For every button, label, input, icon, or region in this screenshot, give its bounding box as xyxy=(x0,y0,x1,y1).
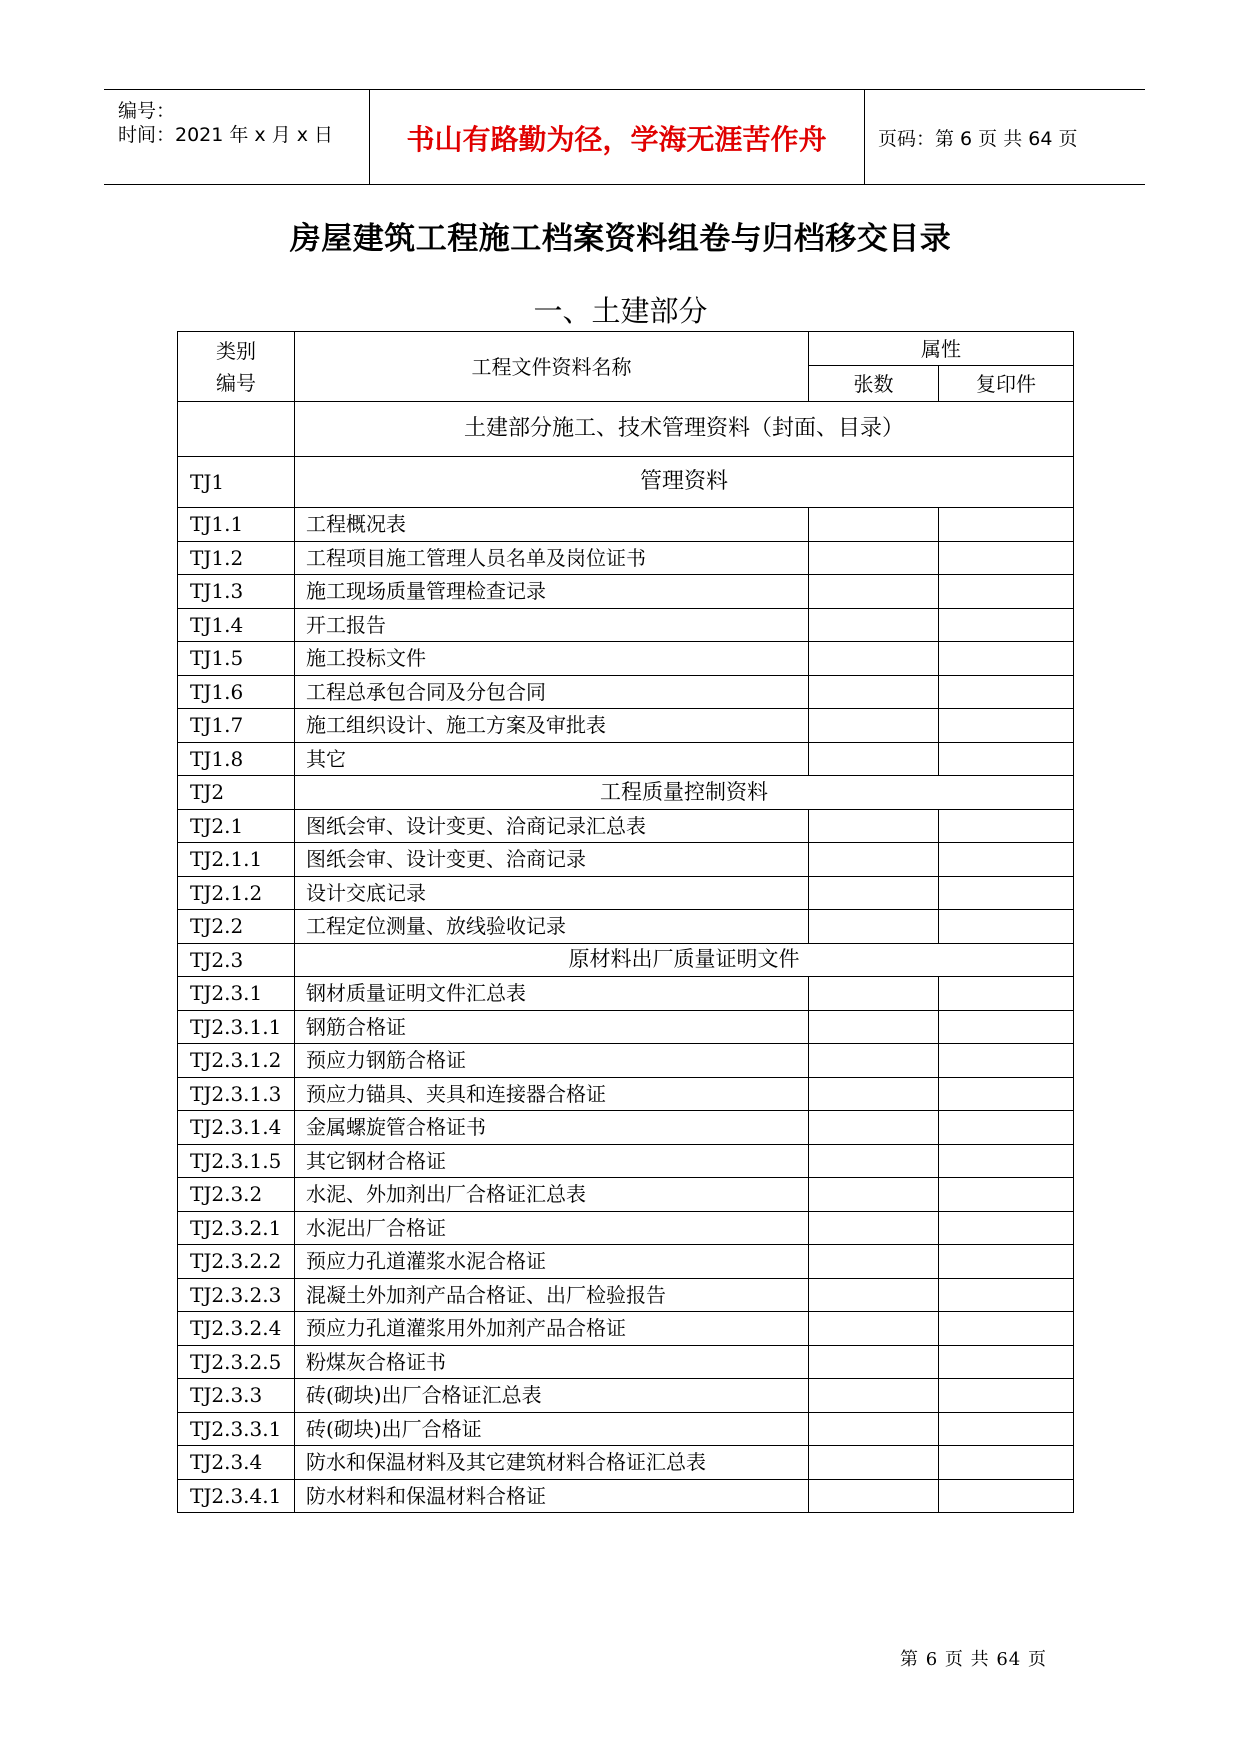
row-pages-cell xyxy=(809,742,939,776)
row-name: 施工现场质量管理检查记录 xyxy=(295,575,809,609)
row-copy-cell xyxy=(939,1211,1074,1245)
row-code: TJ2.3.1.4 xyxy=(178,1111,295,1145)
row-pages-cell xyxy=(809,977,939,1011)
row-copy-cell xyxy=(939,1479,1074,1513)
row-pages-cell xyxy=(809,608,939,642)
table-row xyxy=(178,1044,1074,1078)
row-copy-cell xyxy=(939,1077,1074,1111)
row-copy-cell xyxy=(939,675,1074,709)
row-code: TJ2.3.2.5 xyxy=(178,1345,295,1379)
row-name: 砖(砌块)出厂合格证 xyxy=(295,1412,809,1446)
row-pages-cell xyxy=(809,843,939,877)
table-row xyxy=(178,1446,1074,1480)
row-pages-cell xyxy=(809,1412,939,1446)
table-section-row xyxy=(178,457,1074,508)
row-name: 水泥出厂合格证 xyxy=(295,1211,809,1245)
row-pages-cell xyxy=(809,1312,939,1346)
row-name: 图纸会审、设计变更、洽商记录汇总表 xyxy=(295,809,809,843)
row-copy-cell xyxy=(939,1312,1074,1346)
row-pages-cell xyxy=(809,910,939,944)
row-copy-cell xyxy=(939,1010,1074,1044)
row-pages-cell xyxy=(809,809,939,843)
motto-text: 书山有路勤为径，学海无涯苦作舟 xyxy=(406,123,827,156)
row-pages-cell xyxy=(809,1446,939,1480)
row-copy-cell xyxy=(939,1245,1074,1279)
table-row xyxy=(178,742,1074,776)
page-footer: 第 6 页 共 64 页 xyxy=(900,1649,1047,1670)
row-code: TJ2.3.2.2 xyxy=(178,1245,295,1279)
doc-time-label: 时间：2021 年 x 月 x 日 xyxy=(118,124,334,146)
header-motto-cell xyxy=(369,90,865,184)
row-code: TJ2.3.3.1 xyxy=(178,1412,295,1446)
row-code: TJ2.3.1.1 xyxy=(178,1010,295,1044)
row-name: 防水和保温材料及其它建筑材料合格证汇总表 xyxy=(295,1446,809,1480)
row-copy-cell xyxy=(939,709,1074,743)
row-name: 预应力孔道灌浆水泥合格证 xyxy=(295,1245,809,1279)
doc-code-label: 编号： xyxy=(118,100,176,122)
row-name: 工程概况表 xyxy=(295,508,809,542)
row-code: TJ1.8 xyxy=(178,742,295,776)
row-code: TJ2.3.4.1 xyxy=(178,1479,295,1513)
row-name: 混凝土外加剂产品合格证、出厂检验报告 xyxy=(295,1278,809,1312)
row-pages-cell xyxy=(809,675,939,709)
row-copy-cell xyxy=(939,642,1074,676)
row-code: TJ1.1 xyxy=(178,508,295,542)
table-row xyxy=(178,1077,1074,1111)
row-pages-cell xyxy=(809,1379,939,1413)
table-row xyxy=(178,1278,1074,1312)
row-name: 粉煤灰合格证书 xyxy=(295,1345,809,1379)
row-code: TJ1.7 xyxy=(178,709,295,743)
table-row xyxy=(178,1412,1074,1446)
row-name: 预应力孔道灌浆用外加剂产品合格证 xyxy=(295,1312,809,1346)
header-pages-cell: 张数 xyxy=(809,366,939,402)
row-code: TJ1.3 xyxy=(178,575,295,609)
row-copy-cell xyxy=(939,1379,1074,1413)
table-row xyxy=(178,910,1074,944)
row-pages-cell xyxy=(809,575,939,609)
row-name: 土建部分施工、技术管理资料（封面、目录） xyxy=(295,402,1074,457)
row-code: TJ2.3.3 xyxy=(178,1379,295,1413)
table-row xyxy=(178,1245,1074,1279)
row-name: 预应力锚具、夹具和连接器合格证 xyxy=(295,1077,809,1111)
table-row xyxy=(178,1312,1074,1346)
row-name: 原材料出厂质量证明文件 xyxy=(295,943,1074,977)
row-copy-cell xyxy=(939,508,1074,542)
row-name: 工程项目施工管理人员名单及岗位证书 xyxy=(295,541,809,575)
row-name: 预应力钢筋合格证 xyxy=(295,1044,809,1078)
table-row xyxy=(178,1379,1074,1413)
row-copy-cell xyxy=(939,575,1074,609)
row-copy-cell xyxy=(939,1278,1074,1312)
section-title: 一、土建部分 xyxy=(533,294,708,328)
row-name: 图纸会审、设计变更、洽商记录 xyxy=(295,843,809,877)
row-code: TJ1.5 xyxy=(178,642,295,676)
table-header-row xyxy=(178,332,1074,366)
row-code: TJ2.3.1.2 xyxy=(178,1044,295,1078)
row-copy-cell xyxy=(939,876,1074,910)
row-pages-cell xyxy=(809,1245,939,1279)
row-name: 防水材料和保温材料合格证 xyxy=(295,1479,809,1513)
table-row xyxy=(178,608,1074,642)
row-code: TJ2.1.1 xyxy=(178,843,295,877)
row-pages-cell xyxy=(809,508,939,542)
table-row xyxy=(178,575,1074,609)
row-pages-cell xyxy=(809,541,939,575)
row-copy-cell xyxy=(939,1044,1074,1078)
table-row xyxy=(178,977,1074,1011)
row-name: 开工报告 xyxy=(295,608,809,642)
row-name: 其它 xyxy=(295,742,809,776)
row-code: TJ2.3.2.4 xyxy=(178,1312,295,1346)
table-row xyxy=(178,508,1074,542)
row-copy-cell xyxy=(939,809,1074,843)
row-copy-cell xyxy=(939,977,1074,1011)
row-copy-cell xyxy=(939,843,1074,877)
row-pages-cell xyxy=(809,1211,939,1245)
row-pages-cell xyxy=(809,1144,939,1178)
table-row xyxy=(178,1178,1074,1212)
row-pages-cell xyxy=(809,1077,939,1111)
row-name: 施工组织设计、施工方案及审批表 xyxy=(295,709,809,743)
header-page-cell xyxy=(864,90,1145,184)
table-row xyxy=(178,1144,1074,1178)
row-pages-cell xyxy=(809,1345,939,1379)
row-pages-cell xyxy=(809,1178,939,1212)
row-name: 砖(砌块)出厂合格证汇总表 xyxy=(295,1379,809,1413)
row-name: 工程总承包合同及分包合同 xyxy=(295,675,809,709)
row-name: 其它钢材合格证 xyxy=(295,1144,809,1178)
row-pages-cell xyxy=(809,1010,939,1044)
header-info-cell xyxy=(104,90,370,184)
table-section-row xyxy=(178,943,1074,977)
row-code: TJ2 xyxy=(178,776,295,810)
header-copy-cell: 复印件 xyxy=(939,366,1074,402)
table-row xyxy=(178,1345,1074,1379)
row-name: 工程定位测量、放线验收记录 xyxy=(295,910,809,944)
row-pages-cell xyxy=(809,1278,939,1312)
row-code: TJ1.4 xyxy=(178,608,295,642)
row-copy-cell xyxy=(939,1412,1074,1446)
table-row xyxy=(178,843,1074,877)
row-copy-cell xyxy=(939,608,1074,642)
table-row xyxy=(178,876,1074,910)
table-row xyxy=(178,1211,1074,1245)
row-copy-cell xyxy=(939,910,1074,944)
row-code: TJ2.3 xyxy=(178,943,295,977)
row-code: TJ1.6 xyxy=(178,675,295,709)
row-pages-cell xyxy=(809,876,939,910)
row-code: TJ2.3.1 xyxy=(178,977,295,1011)
table-row xyxy=(178,675,1074,709)
catalog-table xyxy=(177,331,1074,1513)
row-name: 钢材质量证明文件汇总表 xyxy=(295,977,809,1011)
row-code: TJ2.2 xyxy=(178,910,295,944)
row-name: 设计交底记录 xyxy=(295,876,809,910)
table-row xyxy=(178,1010,1074,1044)
row-copy-cell xyxy=(939,541,1074,575)
table-row xyxy=(178,1111,1074,1145)
row-pages-cell xyxy=(809,1044,939,1078)
row-name: 钢筋合格证 xyxy=(295,1010,809,1044)
row-name: 管理资料 xyxy=(295,457,1074,508)
page-header xyxy=(104,89,1145,185)
document-title: 房屋建筑工程施工档案资料组卷与归档移交目录 xyxy=(289,221,952,257)
table-section-row xyxy=(178,776,1074,810)
row-pages-cell xyxy=(809,709,939,743)
row-copy-cell xyxy=(939,1446,1074,1480)
row-name: 工程质量控制资料 xyxy=(295,776,1074,810)
row-code xyxy=(178,402,295,457)
row-code: TJ2.3.1.3 xyxy=(178,1077,295,1111)
row-pages-cell xyxy=(809,642,939,676)
row-pages-cell xyxy=(809,1111,939,1145)
row-code: TJ2.1 xyxy=(178,809,295,843)
row-name: 施工投标文件 xyxy=(295,642,809,676)
header-code-cell xyxy=(178,332,295,402)
header-code-line2: 编号 xyxy=(216,370,256,395)
row-code: TJ2.1.2 xyxy=(178,876,295,910)
row-copy-cell xyxy=(939,1178,1074,1212)
table-row xyxy=(178,1479,1074,1513)
row-name: 金属螺旋管合格证书 xyxy=(295,1111,809,1145)
row-copy-cell xyxy=(939,1144,1074,1178)
header-name-cell: 工程文件资料名称 xyxy=(295,332,809,402)
row-code: TJ1.2 xyxy=(178,541,295,575)
row-copy-cell xyxy=(939,1111,1074,1145)
row-code: TJ2.3.2 xyxy=(178,1178,295,1212)
header-code-line1: 类别 xyxy=(216,338,256,363)
table-row xyxy=(178,809,1074,843)
row-code: TJ2.3.4 xyxy=(178,1446,295,1480)
row-code: TJ2.3.2.3 xyxy=(178,1278,295,1312)
table-section-row xyxy=(178,402,1074,457)
row-pages-cell xyxy=(809,1479,939,1513)
table-row xyxy=(178,642,1074,676)
row-code: TJ2.3.1.5 xyxy=(178,1144,295,1178)
table-row xyxy=(178,709,1074,743)
row-copy-cell xyxy=(939,742,1074,776)
header-attr-cell: 属性 xyxy=(809,332,1074,366)
row-code: TJ1 xyxy=(178,457,295,508)
row-copy-cell xyxy=(939,1345,1074,1379)
row-name: 水泥、外加剂出厂合格证汇总表 xyxy=(295,1178,809,1212)
row-code: TJ2.3.2.1 xyxy=(178,1211,295,1245)
table-row xyxy=(178,541,1074,575)
page-number-label: 页码：第 6 页 共 64 页 xyxy=(878,128,1078,150)
